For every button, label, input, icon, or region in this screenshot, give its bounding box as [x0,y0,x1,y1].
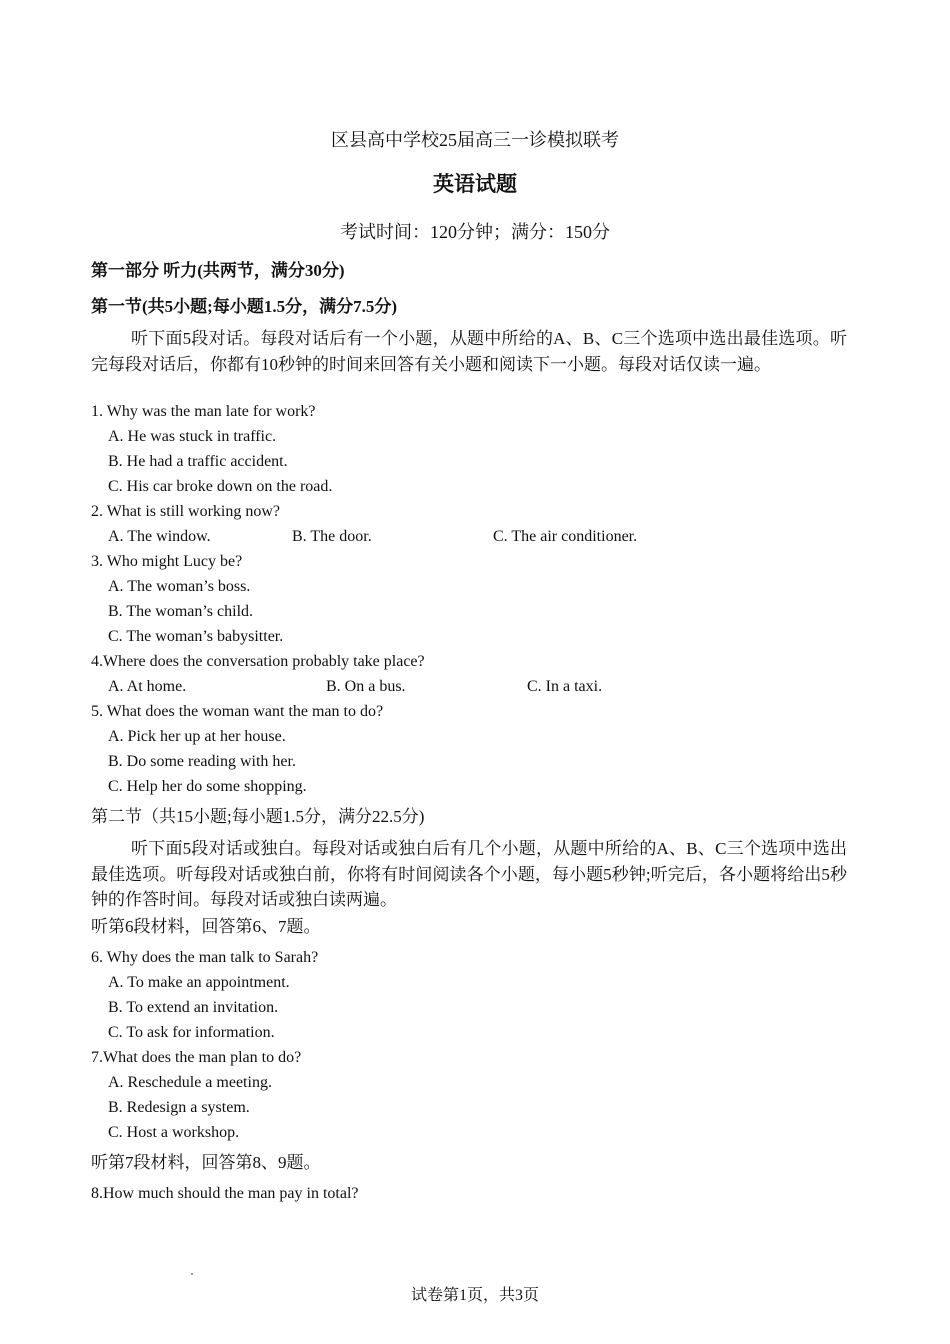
question-5-option-b: B. Do some reading with her. [108,753,296,770]
section1-instructions: 听下面5段对话。每段对话后有一个小题，从题中所给的A、B、C三个选项中选出最佳选项。听完每段对话后，你都有10秒钟的时间来回答有关小题和阅读下一小题。每段对话仅读一遍。 [91,329,847,374]
section1-title: 第一节(共5小题;每小题1.5分，满分7.5分) [91,297,397,316]
section2-title: 第二节（共15小题;每小题1.5分，满分22.5分) [91,807,425,826]
question-7-option-a: A. Reschedule a meeting. [108,1074,272,1091]
question-4-option-c: C. In a taxi. [527,678,603,695]
question-1-stem: 1. Why was the man late for work? [91,403,316,420]
section2-instructions: 听下面5段对话或独白。每段对话或独白后有几个小题，从题中所给的A、B、C三个选项中选出最佳选项。听每段对话或独白前，你将有时间阅读各个小题，每小题5秒钟;听完后，各小题将给出5秒钟的作答时间。每段对话或独白读两遍。 [91,839,847,909]
material-6-note: 听第6段材料，回答第6、7题。 [91,917,321,936]
question-7-option-b: B. Redesign a system. [108,1099,250,1116]
question-4-option-a: A. At home. [108,678,187,695]
question-7-stem: 7.What does the man plan to do? [91,1049,302,1066]
subject-title: 英语试题 [433,172,517,196]
question-5-stem: 5. What does the woman want the man to do? [91,703,384,720]
question-6-stem: 6. Why does the man talk to Sarah? [91,949,319,966]
question-3-option-a: A. The woman’s boss. [108,578,251,595]
question-4-option-b: B. On a bus. [326,678,406,695]
question-6-option-c: C. To ask for information. [108,1024,275,1041]
material-7-note: 听第7段材料，回答第8、9题。 [91,1153,321,1172]
school-title: 区县高中学校25届高三一诊模拟联考 [331,130,619,150]
question-3-stem: 3. Who might Lucy be? [91,553,243,570]
question-2-option-b: B. The door. [292,528,372,545]
question-6-option-a: A. To make an appointment. [108,974,290,991]
question-1-option-c: C. His car broke down on the road. [108,478,333,495]
question-3-option-c: C. The woman’s babysitter. [108,628,284,645]
question-2-stem: 2. What is still working now? [91,503,281,520]
question-5-option-a: A. Pick her up at her house. [108,728,286,745]
page-footer: 试卷第1页，共3页 [410,1287,539,1304]
question-1-option-b: B. He had a traffic accident. [108,453,288,470]
exam-info: 考试时间：120分钟；满分：150分 [340,222,610,242]
question-2-option-c: C. The air conditioner. [493,528,638,545]
stray-mark [191,1273,193,1275]
question-3-option-b: B. The woman’s child. [108,603,254,620]
question-5-option-c: C. Help her do some shopping. [108,778,307,795]
question-7-option-c: C. Host a workshop. [108,1124,240,1141]
question-6-option-b: B. To extend an invitation. [108,999,279,1016]
question-4-stem: 4.Where does the conversation probably take place? [91,653,425,670]
question-2-option-a: A. The window. [108,528,211,545]
question-1-option-a: A. He was stuck in traffic. [108,428,277,445]
question-8-stem: 8.How much should the man pay in total? [91,1185,359,1202]
part1-title: 第一部分 听力(共两节，满分30分) [91,261,345,280]
